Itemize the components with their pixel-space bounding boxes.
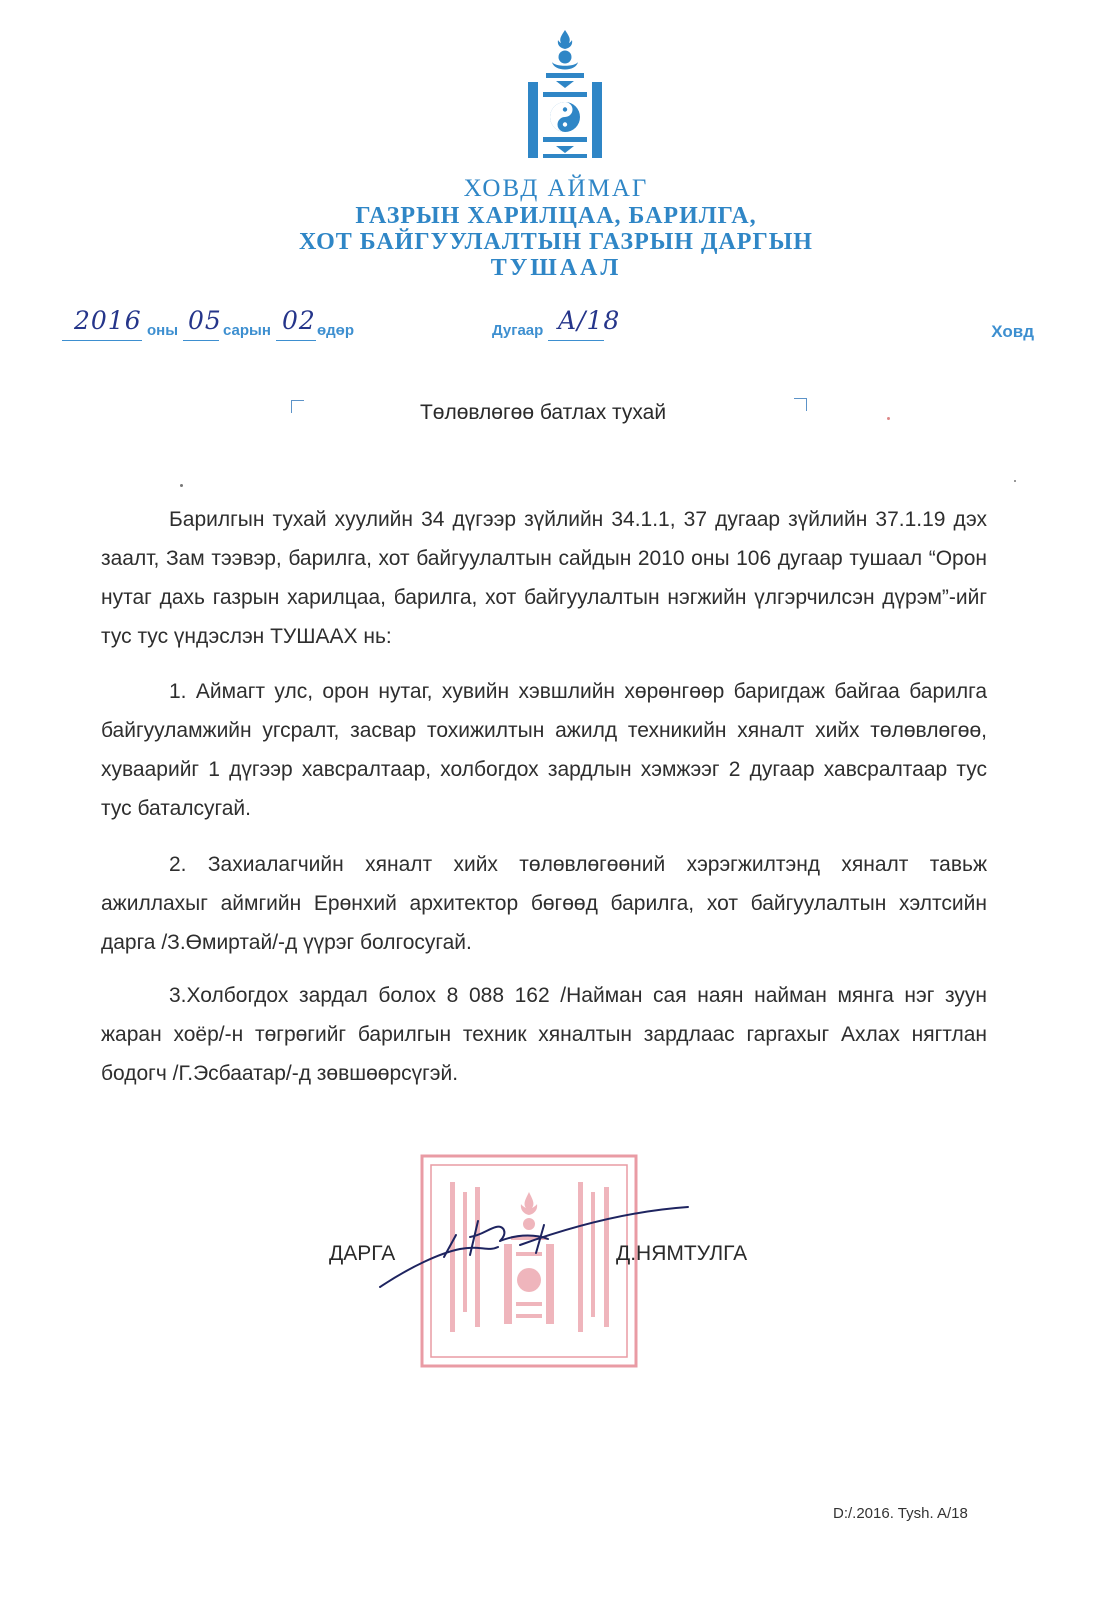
- signatory-title: ДАРГА: [329, 1242, 396, 1265]
- handwritten-day: 02: [282, 306, 316, 335]
- paragraph-item-1: 1. Аймагт улс, орон нутаг, хувийн хэвшлийн хөрөнгөөр баригдаж байгаа барилга байгууламжийн угсралт, засвар тохижилтын ажилд техникийн хяналт хийх төлөвлөгөө, хуваарийг 1 дүгээр хавсралтаар, холбогдох зардлын хэмжээг 2 дугаар хавсралтаар тус тус баталсугай.: [101, 680, 987, 820]
- header-aimag: ХОВД АЙМАГ: [463, 175, 649, 202]
- year-underline: [62, 340, 142, 341]
- day-underline: [276, 340, 316, 341]
- month-underline: [183, 340, 219, 341]
- scan-speck: [887, 417, 890, 420]
- signatory-name: Д.НЯМТУЛГА: [616, 1242, 748, 1265]
- header-order: ТУШААЛ: [490, 255, 622, 281]
- paragraph-item-3: 3.Холбогдох зардал болох 8 088 162 /Найман сая наян найман мянга нэг зуун жаран хоёр/-н төгрөгийг барилгын техник хяналтын зардлаас гаргахыг Ахлах нягтлан бодогч /Г.Эсбаатар/-д зөвшөөрсүгэй.: [101, 984, 987, 1085]
- year-label: оны: [147, 322, 179, 339]
- handwritten-year: 2016: [74, 306, 142, 335]
- document-reference: D:/.2016. Tysh. A/18: [833, 1505, 968, 1522]
- soyombo-emblem-icon: [528, 30, 602, 158]
- header-department-1: ГАЗРЫН ХАРИЛЦАА, БАРИЛГА,: [355, 203, 757, 229]
- number-label: Дугаар: [492, 322, 544, 339]
- paragraph-preamble: Барилгын тухай хуулийн 34 дүгээр зүйлийн 34.1.1, 37 дугаар зүйлийн 37.1.19 дэх заалт, Зам тээвэр, барилга, хот байгуулалтын сайдын 2010 оны 106 дугаар тушаал “Орон нутаг дахь газрын харилцаа, барилга, хот байгуулалтын нэгжийн үлгэрчилсэн дүрэм”-ийг тус тус үндэслэн ТУШААХ нь:: [101, 508, 987, 648]
- month-label: сарын: [223, 322, 271, 339]
- city-name: Ховд: [991, 322, 1034, 341]
- header-department-2: ХОТ БАЙГУУЛАЛТЫН ГАЗРЫН ДАРГЫН: [299, 229, 813, 255]
- handwritten-number: A/18: [558, 306, 621, 335]
- handwritten-month: 05: [188, 306, 222, 335]
- paragraph-item-2: 2. Захиалагчийн хяналт хийх төлөвлөгөөний хэрэгжилтэнд хяналт тавьж ажиллахыг аймгийн Ерөнхий архитектор бөгөөд барилга, хот байгуулалтын хэлтсийн дарга /З.Өмиртай/-д үүрэг болгосугай.: [101, 853, 987, 954]
- scan-speck: [1014, 480, 1016, 482]
- day-label: өдөр: [317, 322, 355, 339]
- subject-title: Төлөвлөгөө батлах тухай: [419, 401, 667, 424]
- date-line: [0, 308, 1112, 348]
- scan-speck: [180, 484, 183, 487]
- number-underline: [548, 340, 604, 341]
